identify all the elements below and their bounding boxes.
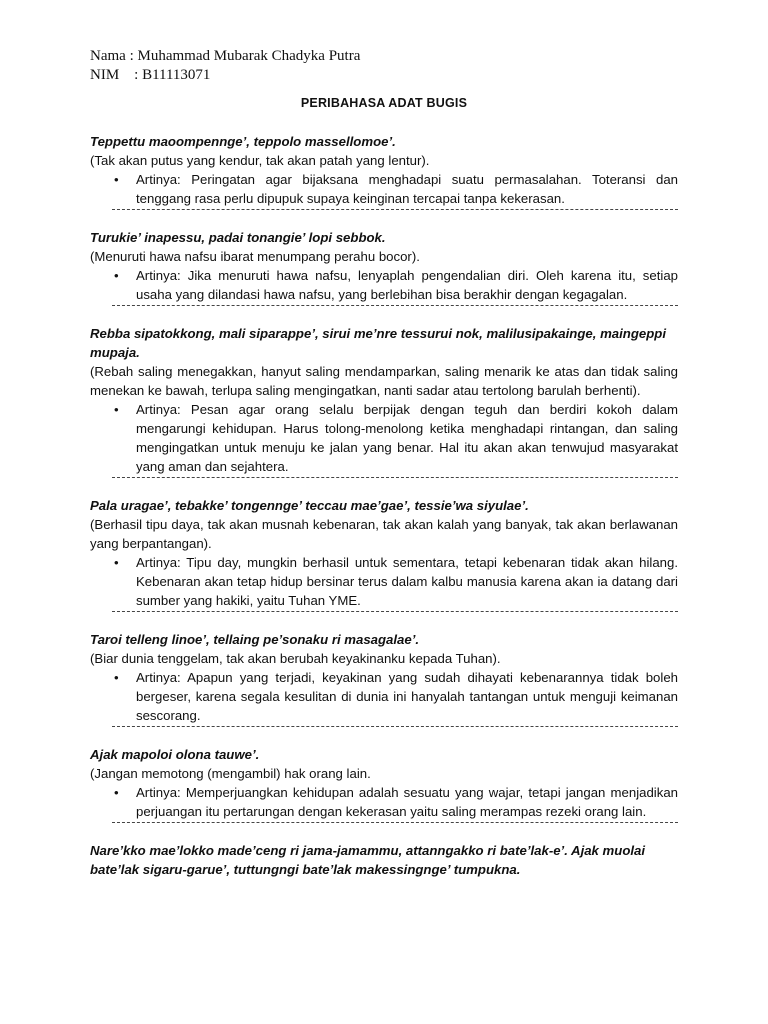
bullet-mark: • — [114, 402, 119, 417]
proverb-item — [90, 841, 678, 879]
proverb-bugis: Nare’kko mae’lokko made’ceng ri jama-jamammu, attanngakko ri bate’lak-e’. Ajak muolai bate’lak sigaru-garue’, tuttungngi bate’lak makessingnge’ tumpukna. — [90, 843, 646, 877]
bullet-mark: • — [114, 785, 119, 800]
proverb-bugis: Taroi telleng linoe’, tellaing pe’sonaku ri masagalae’. — [90, 632, 420, 647]
proverb-artinya — [114, 553, 678, 610]
proverb-item — [90, 228, 678, 306]
proverb-item — [90, 630, 678, 727]
proverb-item — [90, 132, 678, 210]
dashed-divider — [112, 477, 678, 478]
artinya-text: Artinya: Apapun yang terjadi, keyakinan yang sudah dihayati kebenarannya tidak boleh bergeser, karena segala kesulitan di dunia ini hanyalah tantangan untuk menguji keimanan sescorang. — [136, 670, 678, 723]
proverb-artinya — [114, 266, 678, 304]
bullet-mark: • — [114, 268, 119, 283]
proverb-item — [90, 324, 678, 478]
proverb-meaning: (Berhasil tipu daya, tak akan musnah kebenaran, tak akan kalah yang banyak, tak akan berlawanan yang berpantangan). — [90, 517, 678, 551]
proverb-artinya — [114, 668, 678, 725]
proverb-artinya — [114, 170, 678, 208]
proverb-bugis: Turukie’ inapessu, padai tonangie’ lopi sebbok. — [90, 230, 386, 245]
proverb-meaning: (Biar dunia tenggelam, tak akan berubah keyakinanku kepada Tuhan). — [90, 651, 501, 666]
proverb-bugis: Pala uragae’, tebakke’ tongennge’ teccau mae’gae’, tessie’wa siyulae’. — [90, 498, 529, 513]
dashed-divider — [112, 822, 678, 823]
proverb-bugis: Rebba sipatokkong, mali siparappe’, sirui me’nre tessurui nok, malilusipakainge, maingeppi mupaja. — [90, 326, 667, 360]
proverb-meaning: (Rebah saling menegakkan, hanyut saling mendamparkan, saling menarik ke atas dan tidak saling menekan ke bawah, terlupa saling mengingatkan, nanti sadar atau tertolong barulah berhenti). — [90, 364, 678, 398]
student-name: Nama : Muhammad Mubarak Chadyka Putra — [90, 48, 361, 64]
artinya-text: Artinya: Jika menuruti hawa nafsu, lenyaplah pengendalian diri. Oleh karena itu, setiap usaha yang dilandasi hawa nafsu, yang berlebihan bisa berakhir dengan kegagalan. — [136, 268, 678, 302]
proverb-bugis: Teppettu maoompennge’, teppolo massellomoe’. — [90, 134, 396, 149]
proverb-meaning: (Tak akan putus yang kendur, tak akan patah yang lentur). — [90, 153, 430, 168]
proverb-artinya — [114, 400, 678, 476]
student-header — [90, 47, 360, 85]
document-title: PERIBAHASA ADAT BUGIS — [300, 96, 468, 110]
proverb-item — [90, 745, 678, 823]
proverb-meaning: (Menuruti hawa nafsu ibarat menumpang perahu bocor). — [90, 249, 420, 264]
artinya-text: Artinya: Tipu day, mungkin berhasil untuk sementara, tetapi kebenaran tidak akan hilang. Kebenaran akan tetap hidup bersinar terus dalam kalbu manusia karena akan ia datang dari sumber yang hakiki, yaitu Tuhan YME. — [136, 555, 678, 608]
proverb-meaning: (Jangan memotong (mengambil) hak orang lain. — [90, 766, 371, 781]
student-nim: NIM : B11113071 — [90, 67, 211, 83]
bullet-mark: • — [114, 670, 119, 685]
proverb-item — [90, 496, 678, 612]
dashed-divider — [112, 611, 678, 612]
dashed-divider — [112, 305, 678, 306]
bullet-mark: • — [114, 555, 119, 570]
artinya-text: Artinya: Peringatan agar bijaksana menghadapi suatu permasalahan. Toteransi dan tenggang rasa perlu dipupuk supaya keinginan tercapai tanpa kekerasan. — [136, 172, 678, 206]
bullet-mark: • — [114, 172, 119, 187]
dashed-divider — [112, 726, 678, 727]
proverb-artinya — [114, 783, 678, 821]
proverb-list — [90, 132, 678, 897]
dashed-divider — [112, 209, 678, 210]
proverb-bugis: Ajak mapoloi olona tauwe’. — [90, 747, 260, 762]
artinya-text: Artinya: Pesan agar orang selalu berpijak dengan teguh dan berdiri kokoh dalam mengarungi kehidupan. Harus tolong-menolong ketika menghadapi rintangan, dan saling mengingatkan untuk menuju ke jalan yang benar. Hal itu akan akan tenwujud masyarakat yang aman dan sejahtera. — [136, 402, 678, 474]
artinya-text: Artinya: Memperjuangkan kehidupan adalah sesuatu yang wajar, tetapi jangan menjadikan perjuangan itu pertarungan dengan kekerasan yaitu saling merampas rezeki orang lain. — [136, 785, 678, 819]
